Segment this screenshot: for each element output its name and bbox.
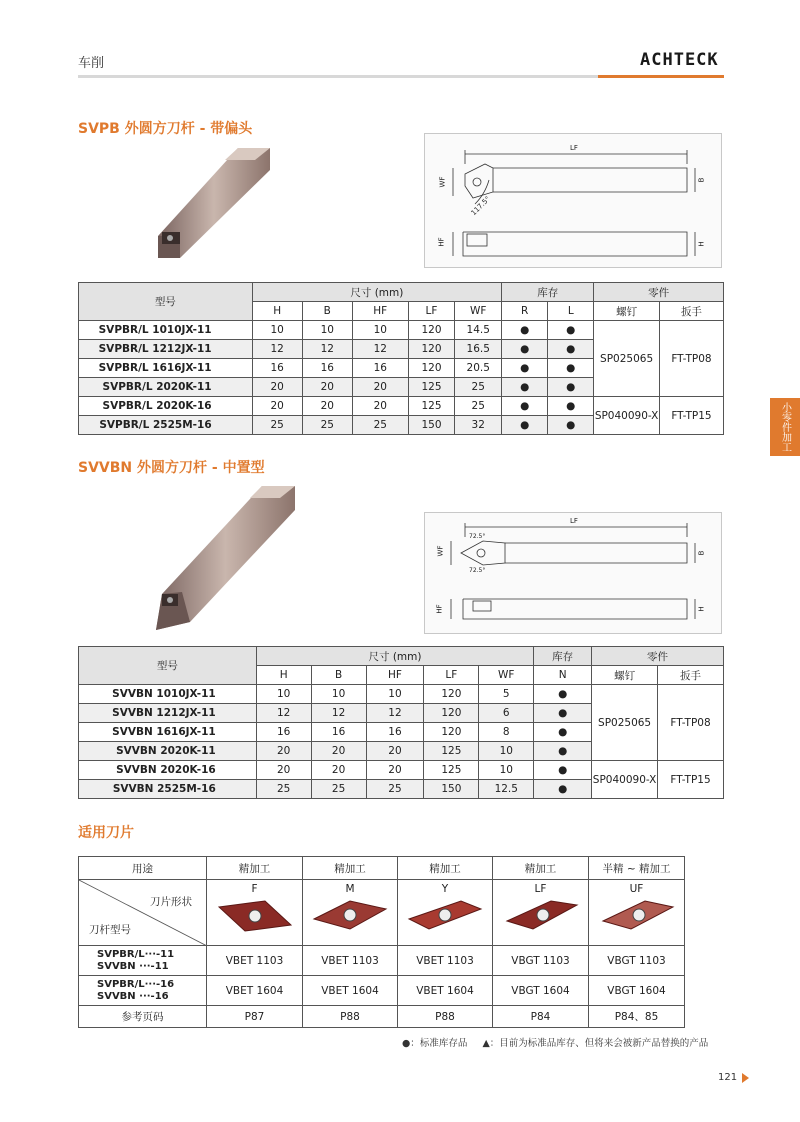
model-cell: SVPBR/L 2525M-16 — [79, 416, 253, 435]
op-cell: 精加工 — [207, 857, 303, 880]
wrench-cell: FT-TP15 — [658, 761, 724, 799]
stock-cell: ● — [502, 416, 548, 435]
stock-cell: ● — [502, 321, 548, 340]
ref-page-cell: P88 — [398, 1006, 493, 1028]
dim-wf: WF — [438, 176, 447, 188]
value-cell: 16 — [352, 359, 408, 378]
dim-hf: HF — [437, 237, 446, 247]
ref-page-cell: P88 — [303, 1006, 398, 1028]
legend-dot-text: 标准库存品 — [419, 1038, 468, 1049]
screw-cell: SP025065 — [592, 685, 658, 761]
op-cell: 精加工 — [398, 857, 493, 880]
insert-code: UF — [629, 883, 644, 895]
stock-cell: ● — [548, 378, 594, 397]
value-cell: 20 — [352, 397, 408, 416]
brand-logo: ACHTECK — [640, 50, 719, 70]
dim-h: H — [697, 241, 706, 247]
stock-cell: ● — [502, 397, 548, 416]
legend-dot-symbol: ● — [402, 1038, 411, 1049]
stock-cell: ● — [502, 359, 548, 378]
value-cell: 16 — [302, 359, 352, 378]
dim-angle-1: 72.5° — [469, 533, 486, 540]
value-cell: 10 — [256, 685, 311, 704]
stock-cell: ● — [502, 378, 548, 397]
model-cell: SVVBN 1010JX-11 — [79, 685, 257, 704]
col-l: L — [548, 302, 594, 321]
table-row — [79, 761, 724, 780]
insert-image — [501, 895, 581, 935]
stock-cell: ● — [534, 704, 592, 723]
insert-model-cell: VBGT 1604 — [589, 976, 685, 1006]
value-cell: 120 — [424, 704, 479, 723]
value-cell: 10 — [366, 685, 424, 704]
value-cell: 12 — [311, 704, 366, 723]
header-size: 尺寸 (mm) — [252, 283, 502, 302]
dim-angle: 117.5° — [469, 194, 492, 218]
header-parts: 零件 — [592, 647, 724, 666]
model-cell: SVVBN 2020K-11 — [79, 742, 257, 761]
model-cell: SVPBR/L 1212JX-11 — [79, 340, 253, 359]
header-stock: 库存 — [534, 647, 592, 666]
col-wf: WF — [455, 302, 502, 321]
insert-f — [207, 880, 303, 946]
stock-cell: ● — [502, 340, 548, 359]
col-h: H — [252, 302, 302, 321]
dim-h: H — [697, 606, 706, 612]
value-cell: 12.5 — [479, 780, 534, 799]
svvbn-dimension-drawing — [424, 512, 722, 634]
value-cell: 10 — [479, 761, 534, 780]
value-cell: 10 — [479, 742, 534, 761]
value-cell: 20 — [256, 761, 311, 780]
value-cell: 25 — [311, 780, 366, 799]
value-cell: 10 — [311, 685, 366, 704]
value-cell: 125 — [424, 761, 479, 780]
value-cell: 150 — [424, 780, 479, 799]
col-b: B — [311, 666, 366, 685]
col-lf: LF — [424, 666, 479, 685]
stock-cell: ● — [534, 685, 592, 704]
insert-uf — [589, 880, 685, 946]
dim-hf: HF — [435, 604, 444, 614]
stock-cell: ● — [548, 416, 594, 435]
ref-label: 参考页码 — [79, 1006, 207, 1028]
stock-cell: ● — [534, 761, 592, 780]
op-cell: 半精 ~ 精加工 — [589, 857, 685, 880]
value-cell: 125 — [408, 378, 455, 397]
value-cell: 20 — [302, 397, 352, 416]
table-row — [79, 397, 724, 416]
stock-cell: ● — [548, 340, 594, 359]
value-cell: 12 — [352, 340, 408, 359]
table-row — [79, 685, 724, 704]
insert-code: F — [251, 883, 258, 895]
value-cell: 125 — [408, 397, 455, 416]
holder-model: SVPBR/L···-11 — [97, 948, 175, 960]
insert-model-cell: VBGT 1103 — [589, 946, 685, 976]
svvbn-spec-table — [78, 646, 724, 799]
insert-code: Y — [441, 883, 449, 895]
side-tab[interactable]: 小零件加工 — [770, 398, 800, 456]
dim-lf: LF — [570, 144, 578, 152]
model-cell: SVPBR/L 1010JX-11 — [79, 321, 253, 340]
legend-triangle-symbol: ▲ — [482, 1038, 490, 1049]
value-cell: 120 — [408, 359, 455, 378]
dim-b: B — [697, 177, 706, 183]
diagonal-header — [79, 880, 207, 946]
stock-cell: ● — [534, 742, 592, 761]
value-cell: 16 — [252, 359, 302, 378]
header-divider-accent — [598, 75, 724, 78]
stock-cell: ● — [548, 321, 594, 340]
usage-label: 用途 — [79, 857, 207, 880]
value-cell: 20 — [311, 761, 366, 780]
holder-model: SVVBN ···-16 — [97, 990, 169, 1002]
svvbn-tool-photo — [150, 482, 300, 637]
stock-cell: ● — [548, 397, 594, 416]
insert-image — [597, 895, 677, 935]
value-cell: 25 — [455, 397, 502, 416]
col-screw: 螺钉 — [594, 302, 660, 321]
value-cell: 16.5 — [455, 340, 502, 359]
dim-b: B — [697, 550, 706, 556]
dim-lf: LF — [570, 517, 578, 525]
model-cell: SVPBR/L 2020K-16 — [79, 397, 253, 416]
insert-m — [303, 880, 398, 946]
col-wrench: 扳手 — [659, 302, 723, 321]
value-cell: 25 — [252, 416, 302, 435]
holder-11 — [79, 946, 207, 976]
model-cell: SVPBR/L 1616JX-11 — [79, 359, 253, 378]
inserts-title: 适用刀片 — [78, 825, 134, 841]
header-size: 尺寸 (mm) — [256, 647, 533, 666]
ref-page-cell: P84 — [493, 1006, 589, 1028]
section-title: 车削 — [78, 56, 105, 71]
op-cell: 精加工 — [303, 857, 398, 880]
insert-image — [405, 895, 485, 935]
svpb-title: SVPB 外圆方刀杆 - 带偏头 — [78, 121, 253, 137]
wrench-cell: FT-TP15 — [659, 397, 723, 435]
ref-page-cell: P87 — [207, 1006, 303, 1028]
value-cell: 12 — [302, 340, 352, 359]
stock-cell: ● — [534, 780, 592, 799]
value-cell: 8 — [479, 723, 534, 742]
insert-model-cell: VBGT 1103 — [493, 946, 589, 976]
holder-16 — [79, 976, 207, 1006]
value-cell: 10 — [352, 321, 408, 340]
col-screw: 螺钉 — [592, 666, 658, 685]
wrench-cell: FT-TP08 — [658, 685, 724, 761]
model-cell: SVVBN 1616JX-11 — [79, 723, 257, 742]
value-cell: 120 — [424, 723, 479, 742]
dim-angle-2: 72.5° — [469, 567, 486, 574]
dim-wf: WF — [436, 545, 445, 557]
col-h: H — [256, 666, 311, 685]
wrench-cell: FT-TP08 — [659, 321, 723, 397]
value-cell: 6 — [479, 704, 534, 723]
value-cell: 10 — [302, 321, 352, 340]
value-cell: 20 — [352, 378, 408, 397]
value-cell: 20 — [366, 761, 424, 780]
insert-y — [398, 880, 493, 946]
value-cell: 25 — [256, 780, 311, 799]
page-number: 121 — [718, 1072, 738, 1083]
value-cell: 25 — [302, 416, 352, 435]
model-cell: SVPBR/L 2020K-11 — [79, 378, 253, 397]
insert-model-cell: VBET 1103 — [207, 946, 303, 976]
value-cell: 25 — [352, 416, 408, 435]
legend: ●：标准库存品 ▲：目前为标准品库存、但将来会被新产品替换的产品 — [402, 1038, 709, 1049]
col-n: N — [534, 666, 592, 685]
inserts-table — [78, 856, 685, 1028]
value-cell: 120 — [408, 321, 455, 340]
value-cell: 25 — [366, 780, 424, 799]
value-cell: 12 — [366, 704, 424, 723]
value-cell: 16 — [256, 723, 311, 742]
header-stock: 库存 — [502, 283, 594, 302]
value-cell: 10 — [252, 321, 302, 340]
insert-model-cell: VBET 1604 — [207, 976, 303, 1006]
col-hf: HF — [366, 666, 424, 685]
screw-cell: SP040090-X — [592, 761, 658, 799]
insert-code: M — [345, 883, 355, 895]
value-cell: 16 — [311, 723, 366, 742]
value-cell: 20 — [366, 742, 424, 761]
header-parts: 零件 — [594, 283, 724, 302]
model-cell: SVVBN 2525M-16 — [79, 780, 257, 799]
holder-model: SVPBR/L···-16 — [97, 978, 175, 990]
insert-model-cell: VBET 1103 — [398, 946, 493, 976]
value-cell: 120 — [408, 340, 455, 359]
screw-cell: SP025065 — [594, 321, 660, 397]
insert-model-cell: VBET 1103 — [303, 946, 398, 976]
value-cell: 5 — [479, 685, 534, 704]
value-cell: 14.5 — [455, 321, 502, 340]
col-r: R — [502, 302, 548, 321]
svpb-dimension-drawing — [424, 133, 722, 268]
stock-cell: ● — [534, 723, 592, 742]
value-cell: 20 — [256, 742, 311, 761]
value-cell: 20.5 — [455, 359, 502, 378]
col-lf: LF — [408, 302, 455, 321]
next-page-icon[interactable] — [742, 1073, 749, 1083]
header-divider — [78, 75, 598, 78]
value-cell: 16 — [366, 723, 424, 742]
insert-model-cell: VBGT 1604 — [493, 976, 589, 1006]
value-cell: 12 — [256, 704, 311, 723]
holder-label: 刀杆型号 — [89, 924, 131, 936]
model-cell: SVVBN 1212JX-11 — [79, 704, 257, 723]
svpb-spec-table — [78, 282, 724, 435]
table-row — [79, 321, 724, 340]
insert-model-cell: VBET 1604 — [303, 976, 398, 1006]
stock-cell: ● — [548, 359, 594, 378]
value-cell: 150 — [408, 416, 455, 435]
legend-triangle-text: 目前为标准品库存、但将来会被新产品替换的产品 — [499, 1038, 709, 1049]
col-hf: HF — [352, 302, 408, 321]
value-cell: 12 — [252, 340, 302, 359]
value-cell: 20 — [252, 397, 302, 416]
svpb-tool-photo — [150, 140, 275, 270]
op-cell: 精加工 — [493, 857, 589, 880]
svvbn-title: SVVBN 外圆方刀杆 - 中置型 — [78, 460, 265, 476]
col-wrench: 扳手 — [658, 666, 724, 685]
value-cell: 20 — [302, 378, 352, 397]
model-cell: SVVBN 2020K-16 — [79, 761, 257, 780]
insert-lf — [493, 880, 589, 946]
insert-image — [310, 895, 390, 935]
col-wf: WF — [479, 666, 534, 685]
col-b: B — [302, 302, 352, 321]
insert-model-cell: VBET 1604 — [398, 976, 493, 1006]
value-cell: 32 — [455, 416, 502, 435]
value-cell: 20 — [252, 378, 302, 397]
holder-model: SVVBN ···-11 — [97, 960, 169, 972]
shape-label: 刀片形状 — [150, 896, 192, 908]
header-model: 型号 — [79, 647, 257, 685]
value-cell: 20 — [311, 742, 366, 761]
ref-page-cell: P84、85 — [589, 1006, 685, 1028]
value-cell: 25 — [455, 378, 502, 397]
screw-cell: SP040090-X — [594, 397, 660, 435]
value-cell: 120 — [424, 685, 479, 704]
value-cell: 125 — [424, 742, 479, 761]
insert-image — [215, 895, 295, 935]
header-model: 型号 — [79, 283, 253, 321]
insert-code: LF — [534, 883, 547, 895]
